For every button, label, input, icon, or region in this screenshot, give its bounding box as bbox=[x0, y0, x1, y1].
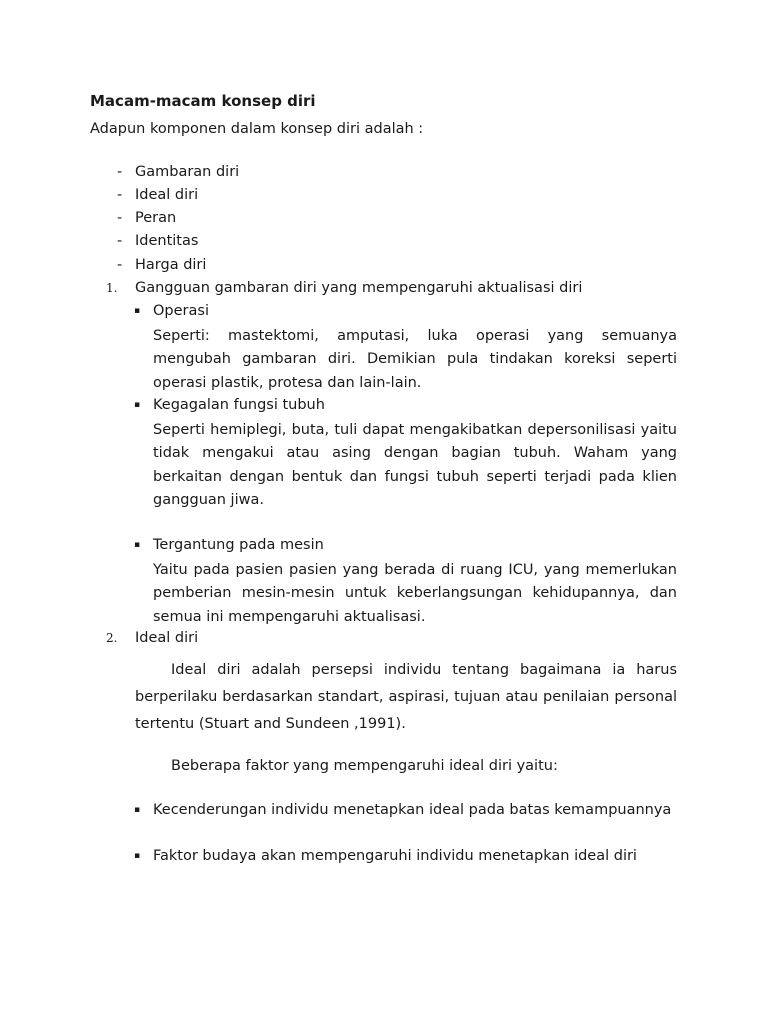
section-heading-1 bbox=[106, 280, 582, 296]
bullet-label: Kegagalan fungsi tubuh bbox=[153, 397, 325, 413]
bullet-item bbox=[134, 303, 209, 319]
list-item bbox=[117, 257, 206, 273]
dash-marker: - bbox=[117, 187, 123, 203]
dash-marker: - bbox=[117, 233, 123, 249]
factor-text: Kecenderungan individu menetapkan ideal pada batas kemampuannya bbox=[153, 802, 672, 818]
dash-marker: - bbox=[117, 257, 123, 273]
intro-text: Adapun komponen dalam konsep diri adalah : bbox=[90, 121, 424, 137]
list-item-label: Harga diri bbox=[135, 257, 207, 273]
bullet-label: Tergantung pada mesin bbox=[153, 537, 324, 553]
section-heading-text: Ideal diri bbox=[135, 630, 199, 646]
square-bullet-icon: ▪ bbox=[134, 540, 141, 550]
factor-text: Faktor budaya akan mempengaruhi individu menetapkan ideal diri bbox=[153, 848, 637, 864]
ideal-diri-paragraph: Ideal diri adalah persepsi individu tentang bagaimana ia harus berperilaku berdasarkan standart, aspirasi, tujuan atau penilaian personal tertentu (Stuart and Sundeen ,1991). bbox=[135, 662, 677, 732]
bullet-item bbox=[134, 537, 324, 553]
dash-marker: - bbox=[117, 164, 123, 180]
list-item-label: Gambaran diri bbox=[135, 164, 240, 180]
bullet-label: Operasi bbox=[153, 303, 209, 319]
square-bullet-icon: ▪ bbox=[134, 306, 141, 316]
section-heading-2 bbox=[106, 630, 198, 646]
list-item bbox=[117, 164, 239, 180]
factor-item bbox=[134, 845, 677, 868]
section-number: 2. bbox=[106, 631, 118, 645]
section-heading-text: Gangguan gambaran diri yang mempengaruhi aktualisasi diri bbox=[135, 280, 583, 296]
list-item bbox=[117, 187, 198, 203]
bullet-description: Yaitu pada pasien pasien yang berada di ruang ICU, yang memerlukan pemberian mesin-mesin untuk keberlangsungan kehidupannya, dan semua ini mempengaruhi aktualisasi. bbox=[153, 562, 677, 625]
bullet-item bbox=[134, 397, 325, 413]
section-number: 1. bbox=[106, 281, 118, 295]
list-item-label: Peran bbox=[135, 210, 177, 226]
factor-item bbox=[134, 799, 677, 822]
document-title: Macam-macam konsep diri bbox=[90, 92, 316, 110]
square-bullet-icon: ▪ bbox=[134, 805, 141, 815]
list-item-label: Ideal diri bbox=[135, 187, 199, 203]
list-item-label: Identitas bbox=[135, 233, 199, 249]
square-bullet-icon: ▪ bbox=[134, 400, 141, 410]
square-bullet-icon: ▪ bbox=[134, 851, 141, 861]
list-item bbox=[117, 210, 176, 226]
dash-marker: - bbox=[117, 210, 123, 226]
list-item bbox=[117, 233, 198, 249]
bullet-description: Seperti hemiplegi, buta, tuli dapat mengakibatkan depersonilisasi yaitu tidak mengakui atau asing dengan bagian tubuh. Waham yang berkaitan dengan bentuk dan fungsi tubuh seperti terjadi pada klien gangguan jiwa. bbox=[153, 422, 677, 508]
factors-intro: Beberapa faktor yang mempengaruhi ideal diri yaitu: bbox=[171, 758, 558, 774]
bullet-description: Seperti: mastektomi, amputasi, luka operasi yang semuanya mengubah gambaran diri. Demikian pula tindakan koreksi seperti operasi plastik, protesa dan lain-lain. bbox=[153, 328, 677, 391]
